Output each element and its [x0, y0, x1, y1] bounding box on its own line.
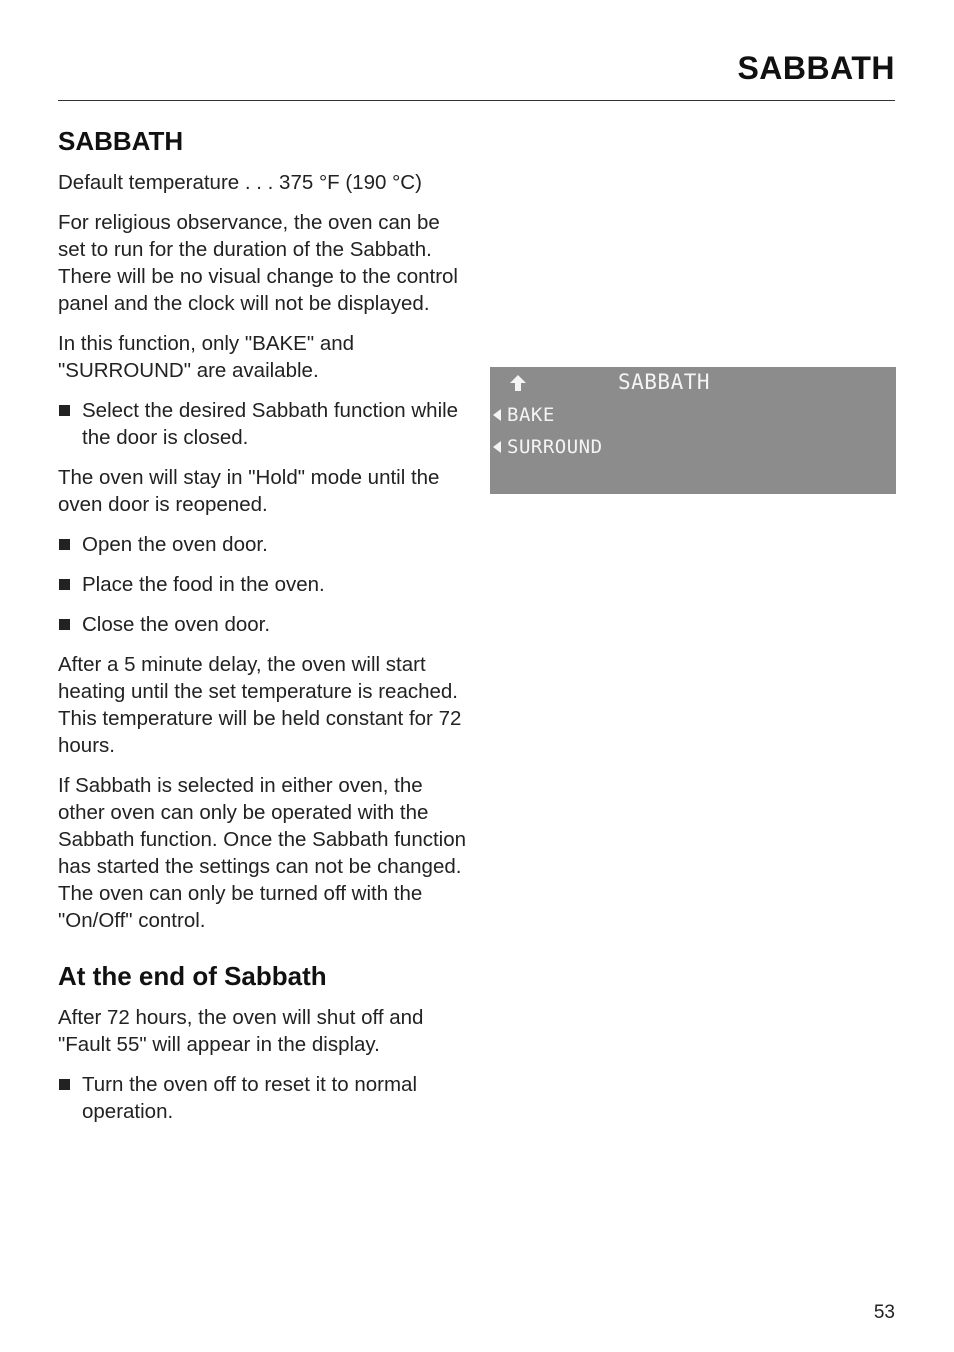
- left-arrow-icon: [493, 441, 501, 453]
- instruction-step-text: Turn the oven off to reset it to normal operation.: [82, 1073, 418, 1123]
- display-option-label: SURROUND: [507, 436, 603, 458]
- bullet-square-icon: [59, 539, 70, 550]
- display-option-bake: [493, 404, 555, 426]
- instruction-step: [58, 531, 468, 558]
- other-oven-paragraph: If Sabbath is selected in either oven, the other oven can only be operated with the Sabbath function. Once the Sabbath function has started the settings can not be changed. The oven can only be turned off with the "On/Off" control.: [58, 774, 467, 932]
- bullet-square-icon: [59, 579, 70, 590]
- instruction-step: [58, 571, 468, 598]
- page-number: 53: [873, 1302, 895, 1323]
- oven-display-panel: [490, 367, 896, 494]
- bullet-square-icon: [59, 1079, 70, 1090]
- instruction-step-text: Open the oven door.: [82, 533, 268, 556]
- default-temperature: Default temperature . . . 375 °F (190 °C): [58, 171, 422, 194]
- instruction-step-text: Close the oven door.: [82, 613, 271, 636]
- instruction-step-text: Place the food in the oven.: [82, 573, 325, 596]
- left-arrow-icon: [493, 409, 501, 421]
- display-option-surround: [493, 436, 603, 458]
- bullet-square-icon: [59, 619, 70, 630]
- available-functions-paragraph: In this function, only "BAKE" and "SURROUND" are available.: [58, 332, 355, 382]
- bullet-square-icon: [59, 405, 70, 416]
- section-heading: SABBATH: [58, 126, 184, 156]
- display-option-label: BAKE: [507, 404, 555, 426]
- header-divider: [58, 100, 895, 101]
- heating-paragraph: After a 5 minute delay, the oven will start heating until the set temperature is reached. This temperature will be held constant for 72 hours.: [58, 653, 462, 757]
- hold-mode-paragraph: The oven will stay in "Hold" mode until the oven door is reopened.: [58, 466, 440, 516]
- display-title: SABBATH: [618, 370, 711, 394]
- instruction-step-text: Select the desired Sabbath function while the door is closed.: [82, 399, 459, 449]
- instruction-step: [58, 397, 468, 451]
- instruction-step: [58, 611, 468, 638]
- up-arrow-icon: [509, 374, 527, 392]
- intro-paragraph: For religious observance, the oven can be set to run for the duration of the Sabbath. There will be no visual change to the control panel and the clock will not be displayed.: [58, 211, 458, 315]
- end-paragraph: After 72 hours, the oven will shut off and "Fault 55" will appear in the display.: [58, 1006, 424, 1056]
- instruction-step: [58, 1071, 468, 1125]
- main-content: [58, 125, 468, 1138]
- end-section-heading: At the end of Sabbath: [58, 961, 327, 991]
- page-header-title: SABBATH: [737, 50, 895, 86]
